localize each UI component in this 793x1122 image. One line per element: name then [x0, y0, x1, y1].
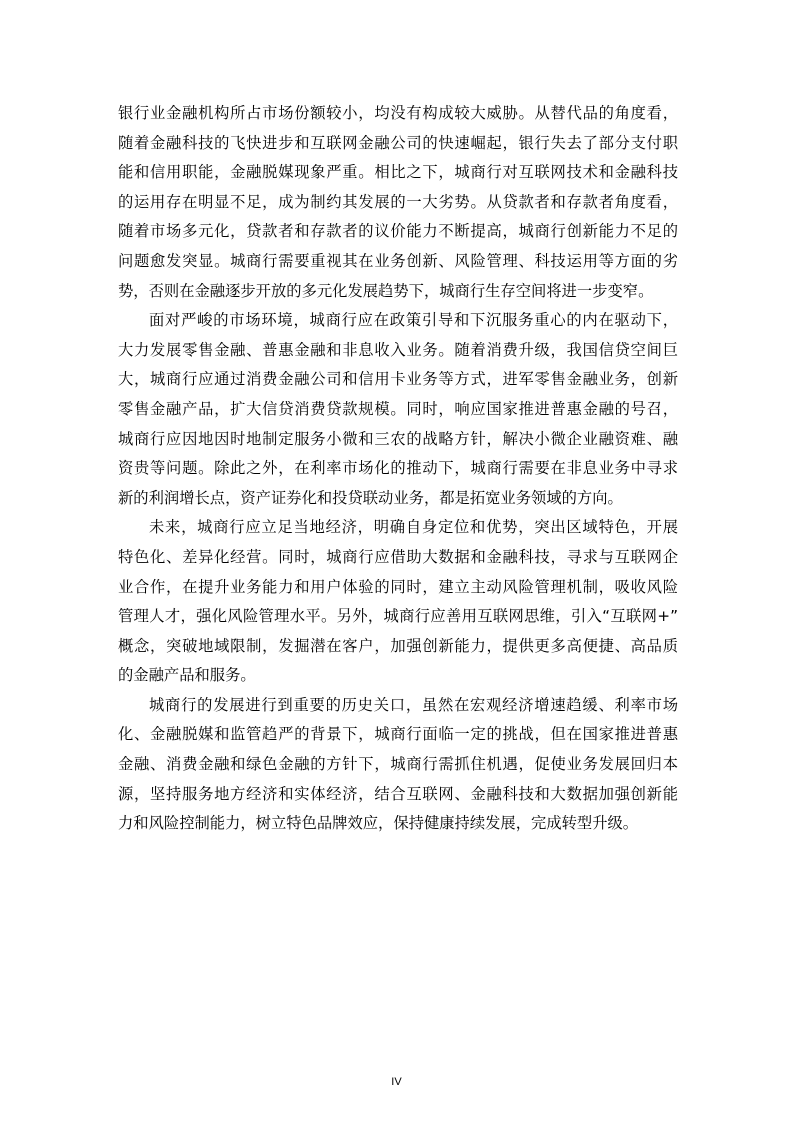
text-line: 资贵等问题。除此之外，在利率市场化的推动下，城商行需要在非息业务中寻求	[118, 459, 678, 478]
text-line: 特色化、差异化经营。同时，城商行应借助大数据和金融科技，寻求与互联网企	[118, 547, 678, 566]
text-line: 化、金融脱媒和监管趋严的背景下，城商行面临一定的挑战，但在国家推进普惠	[118, 725, 678, 744]
text-line: 随着市场多元化，贷款者和存款者的议价能力不断提高，城商行创新能力不足的	[118, 222, 678, 241]
text-line: 大，城商行应通过消费金融公司和信用卡业务等方式，进军零售金融业务，创新	[118, 370, 678, 389]
text-line: 的金融产品和服务。	[118, 666, 256, 685]
paragraph-3	[118, 513, 678, 691]
text-line: 能和信用职能，金融脱媒现象严重。相比之下，城商行对互联网技术和金融科技	[118, 163, 678, 182]
text-line: 的运用存在明显不足，成为制约其发展的一大劣势。从贷款者和存款者角度看，	[118, 192, 678, 211]
text-line: 问题愈发突显。城商行需要重视其在业务创新、风险管理、科技运用等方面的劣	[118, 251, 678, 270]
paragraph-4	[118, 691, 678, 839]
page-number: IV	[391, 1076, 402, 1088]
text-line: 随着金融科技的飞快进步和互联网金融公司的快速崛起，银行失去了部分支付职	[118, 133, 678, 152]
text-line: 新的利润增长点，资产证券化和投贷联动业务，都是拓宽业务领域的方向。	[118, 488, 623, 507]
text-line: 大力发展零售金融、普惠金融和非息收入业务。随着消费升级，我国信贷空间巨	[118, 340, 678, 359]
text-line: 银行业金融机构所占市场份额较小，均没有构成较大威胁。从替代品的角度看，	[118, 104, 678, 122]
text-line: 力和风险控制能力，树立特色品牌效应，保持健康持续发展，完成转型升级。	[118, 814, 639, 833]
text-line: 城商行应因地因时地制定服务小微和三农的战略方针，解决小微企业融资难、融	[118, 429, 678, 448]
paragraph-1	[118, 99, 678, 306]
text-line: 源，坚持服务地方经济和实体经济，结合互联网、金融科技和大数据加强创新能	[118, 784, 678, 803]
text-line: 概念，突破地域限制，发掘潜在客户，加强创新能力，提供更多高便捷、高品质	[118, 636, 678, 655]
text-line: 管理人才，强化风险管理水平。另外，城商行应善用互联网思维，引入“互联网+”	[118, 607, 678, 626]
body-text	[118, 99, 678, 839]
text-line: 金融、消费金融和绿色金融的方针下，城商行需抓住机遇，促使业务发展回归本	[118, 755, 678, 774]
text-line: 势，否则在金融逐步开放的多元化发展趋势下，城商行生存空间将进一步变窄。	[118, 281, 654, 300]
text-line: 未来，城商行应立足当地经济，明确自身定位和优势，突出区域特色，开展	[149, 518, 678, 537]
paragraph-2	[118, 306, 678, 513]
text-line: 面对严峻的市场环境，城商行应在政策引导和下沉服务重心的内在驱动下，	[149, 311, 678, 330]
text-line: 城商行的发展进行到重要的历史关口，虽然在宏观经济增速趋缓、利率市场	[149, 695, 678, 714]
text-line: 业合作，在提升业务能力和用户体验的同时，建立主动风险管理机制，吸收风险	[118, 577, 678, 596]
text-line: 零售金融产品，扩大信贷消费贷款规模。同时，响应国家推进普惠金融的号召，	[118, 399, 678, 418]
